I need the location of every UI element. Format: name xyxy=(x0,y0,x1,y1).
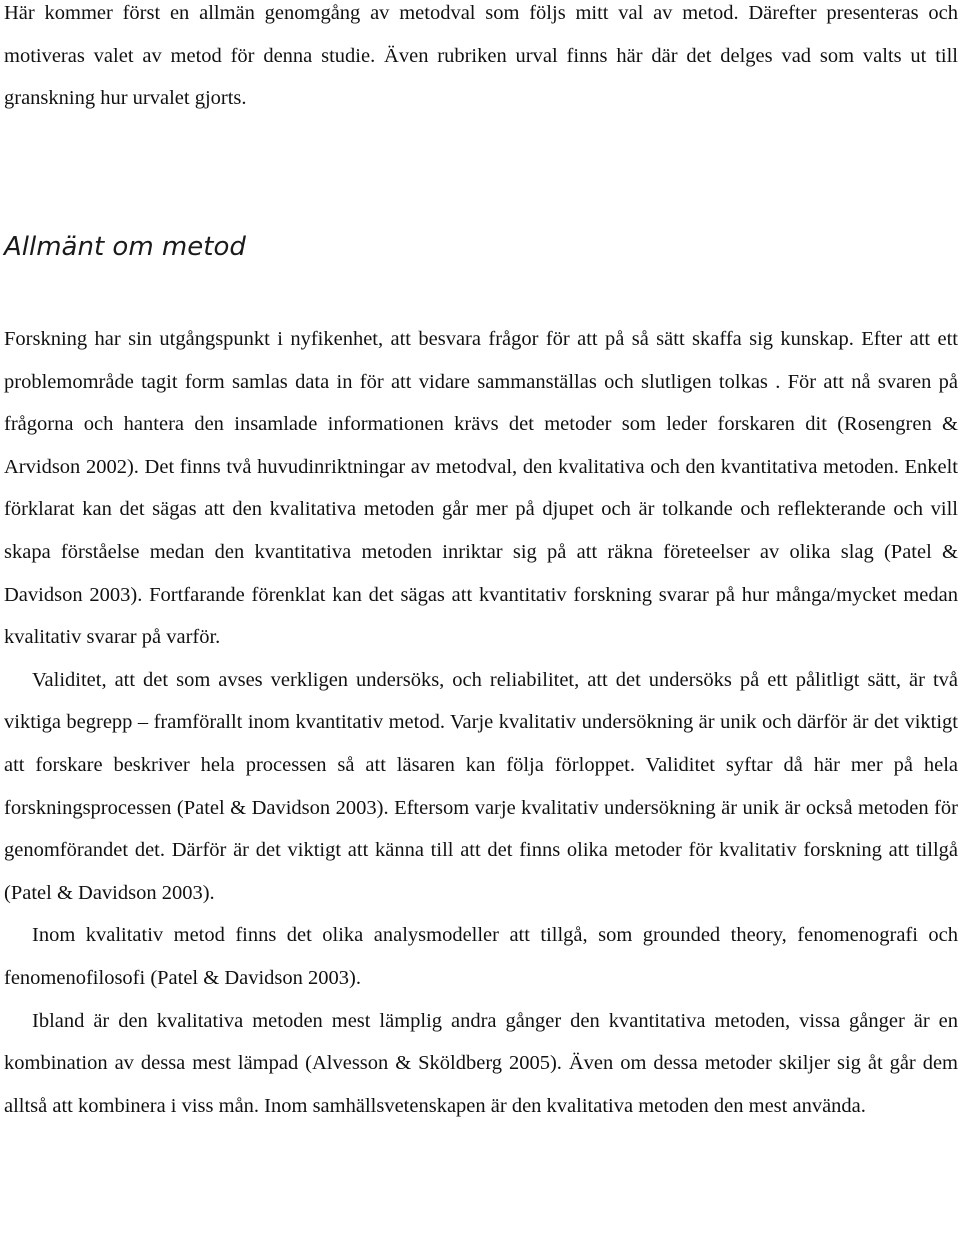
paragraph-analysis-models: Inom kvalitativ metod finns det olika analysmodeller att tillgå, som grounded theory, fenomenografi och fenomenofilosofi (Patel & Davidson 2003). xyxy=(4,924,958,989)
intro-paragraph: Här kommer först en allmän genomgång av metodval som följs mitt val av metod. Därefter presenteras och motiveras valet av metod för denna studie. Även rubriken urval finns här där det delges vad som valts ut till granskning hur urvalet gjorts. xyxy=(4,2,958,110)
section-body xyxy=(4,318,958,1127)
paragraph-validity: Validitet, att det som avses verkligen undersöks, och reliabilitet, att det undersöks på ett pålitligt sätt, är två viktiga begrepp – framförallt inom kvantitativ metod. Varje kvalitativ undersökning är unik och därför är det viktigt att forskare beskriver hela processen så att läsaren kan följa förloppet. Validitet syftar då här mer på hela forskningsprocessen (Patel & Davidson 2003). Eftersom varje kvalitativ undersökning är unik är också metoden för genomförandet det. Därför är det viktigt att känna till att det finns olika metoder för kvalitativ forskning att tillgå (Patel & Davidson 2003). xyxy=(4,668,958,904)
section-heading: Allmänt om metod xyxy=(4,232,246,262)
paragraph-method-choice: Ibland är den kvalitativa metoden mest lämplig andra gånger den kvantitativa metoden, vissa gånger är en kombination av dessa mest lämpad (Alvesson & Sköldberg 2005). Även om dessa metoder skiljer sig åt går dem alltså att kombinera i viss mån. Inom samhällsvetenskapen är den kvalitativa metoden den mest använda. xyxy=(4,1009,958,1117)
paragraph-research-methods: Forskning har sin utgångspunkt i nyfikenhet, att besvara frågor för att på så sätt skaffa sig kunskap. Efter att ett problemområde tagit form samlas data in för att vidare sammanställas och slutligen tolkas . För att nå svaren på frågorna och hantera den insamlade informationen krävs det metoder som leder forskaren dit (Rosengren & Arvidson 2002). Det finns två huvudinriktningar av metodval, den kvalitativa och den kvantitativa metoden. Enkelt förklarat kan det sägas att den kvalitativa metoden går mer på djupet och är tolkande och reflekterande och vill skapa förståelse medan den kvantitativa metoden inriktar sig på att räkna företeelser av olika slag (Patel & Davidson 2003). Fortfarande förenklat kan det sägas att kvantitativ forskning svarar på hur många/mycket medan kvalitativ svarar på varför. xyxy=(4,328,958,649)
